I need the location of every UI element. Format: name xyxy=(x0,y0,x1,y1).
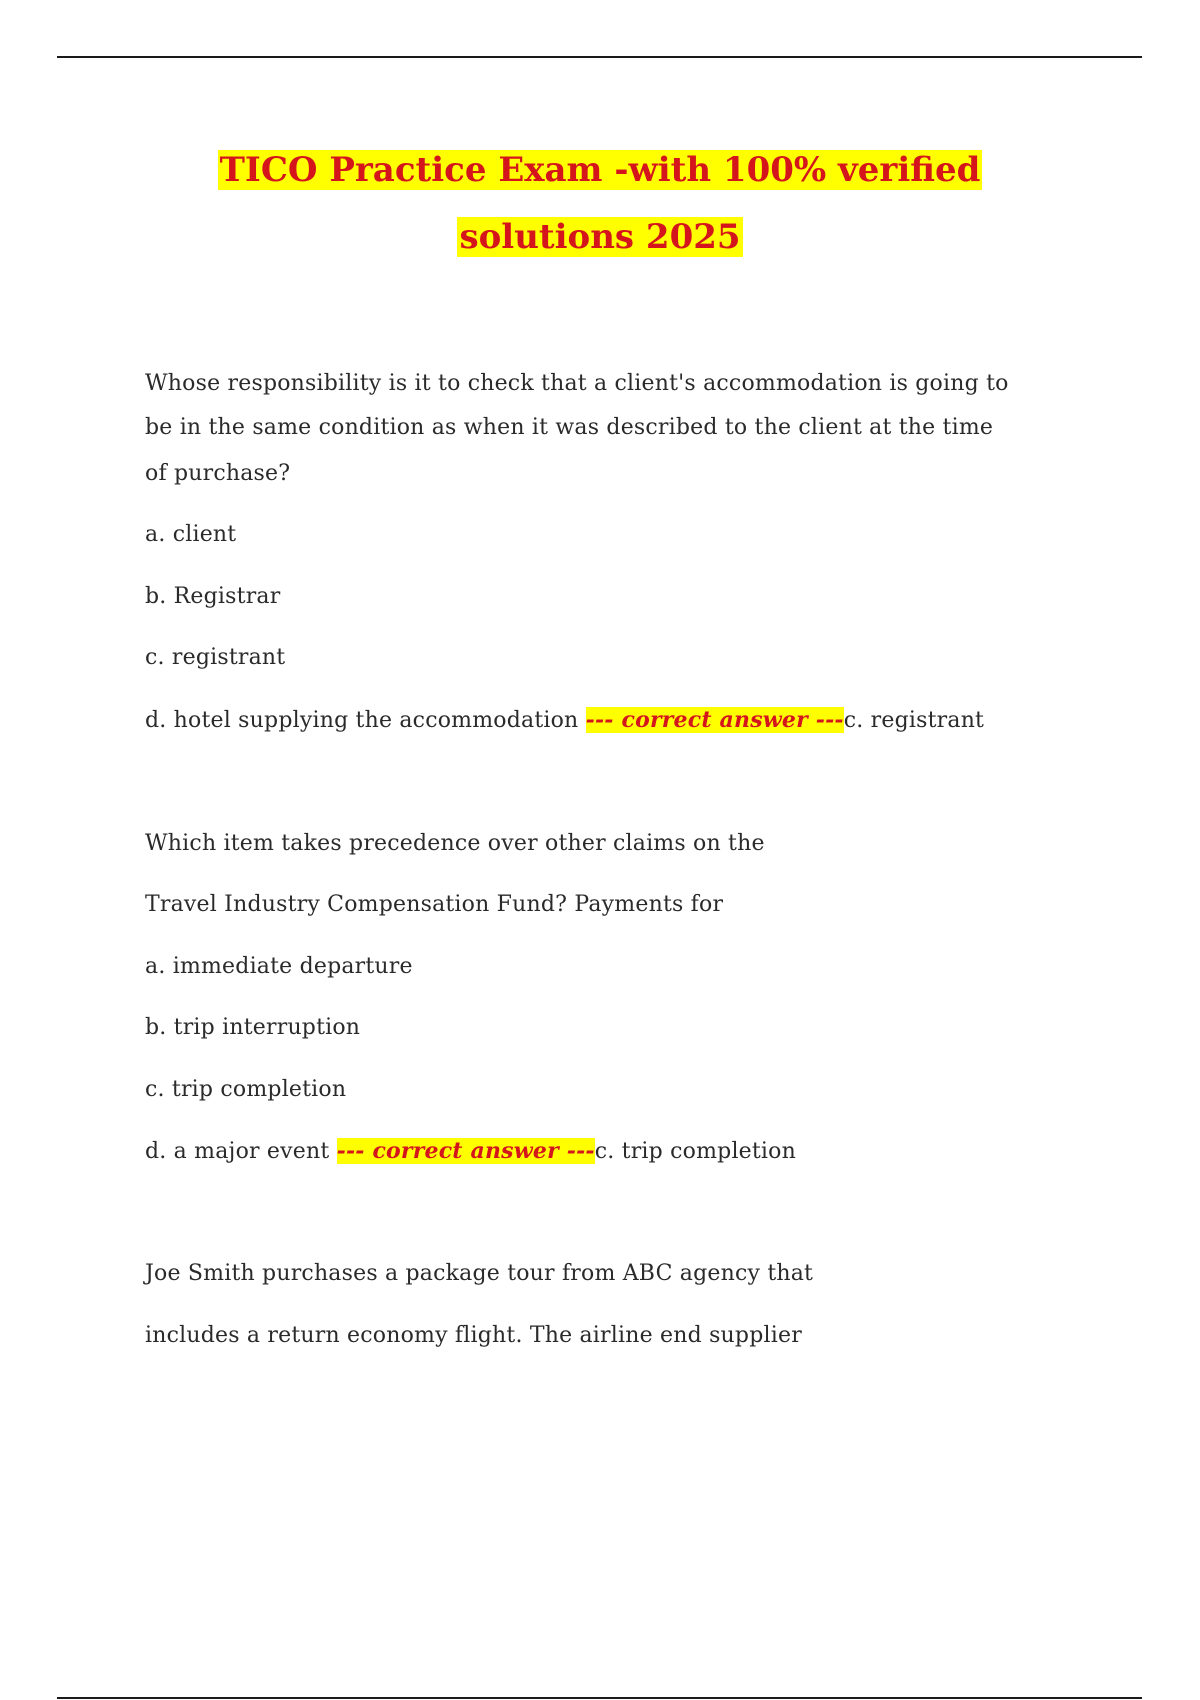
answer-option-d-with-answer xyxy=(145,1137,796,1166)
answer-option-d: d. a major event xyxy=(145,1139,337,1164)
answer-option-c: c. trip completion xyxy=(145,1077,347,1102)
answer-option-a: a. client xyxy=(145,522,237,547)
footer-rule xyxy=(57,1697,1142,1699)
question-prompt-line: Which item takes precedence over other claims on the xyxy=(145,831,765,856)
answer-option-d-with-answer xyxy=(145,706,984,735)
answer-option-a: a. immediate departure xyxy=(145,954,413,979)
answer-option-b: b. Registrar xyxy=(145,584,281,609)
question-prompt-line: Travel Industry Compensation Fund? Payments for xyxy=(145,892,724,917)
correct-answer-marker: --- correct answer --- xyxy=(336,1138,595,1164)
answer-option-d: d. hotel supplying the accommodation xyxy=(145,708,586,733)
header-rule xyxy=(57,56,1142,58)
question-prompt-line: of purchase? xyxy=(145,461,291,486)
question-prompt-line: Whose responsibility is it to check that a client's accommodation is going to xyxy=(145,371,1009,396)
question-prompt-line: Joe Smith purchases a package tour from ABC agency that xyxy=(145,1261,814,1286)
answer-option-b: b. trip interruption xyxy=(145,1015,361,1040)
title-line-1: TICO Practice Exam -with 100% verified xyxy=(219,150,981,190)
document-title xyxy=(0,137,1200,271)
answer-option-c: c. registrant xyxy=(145,645,286,670)
correct-answer-marker: --- correct answer --- xyxy=(585,707,844,733)
question-prompt-line: includes a return economy flight. The airline end supplier xyxy=(145,1323,802,1348)
correct-answer: c. registrant xyxy=(843,708,985,733)
title-line-2: solutions 2025 xyxy=(459,217,741,257)
correct-answer: c. trip completion xyxy=(594,1139,796,1164)
question-prompt-line: be in the same condition as when it was described to the client at the time xyxy=(145,415,994,440)
